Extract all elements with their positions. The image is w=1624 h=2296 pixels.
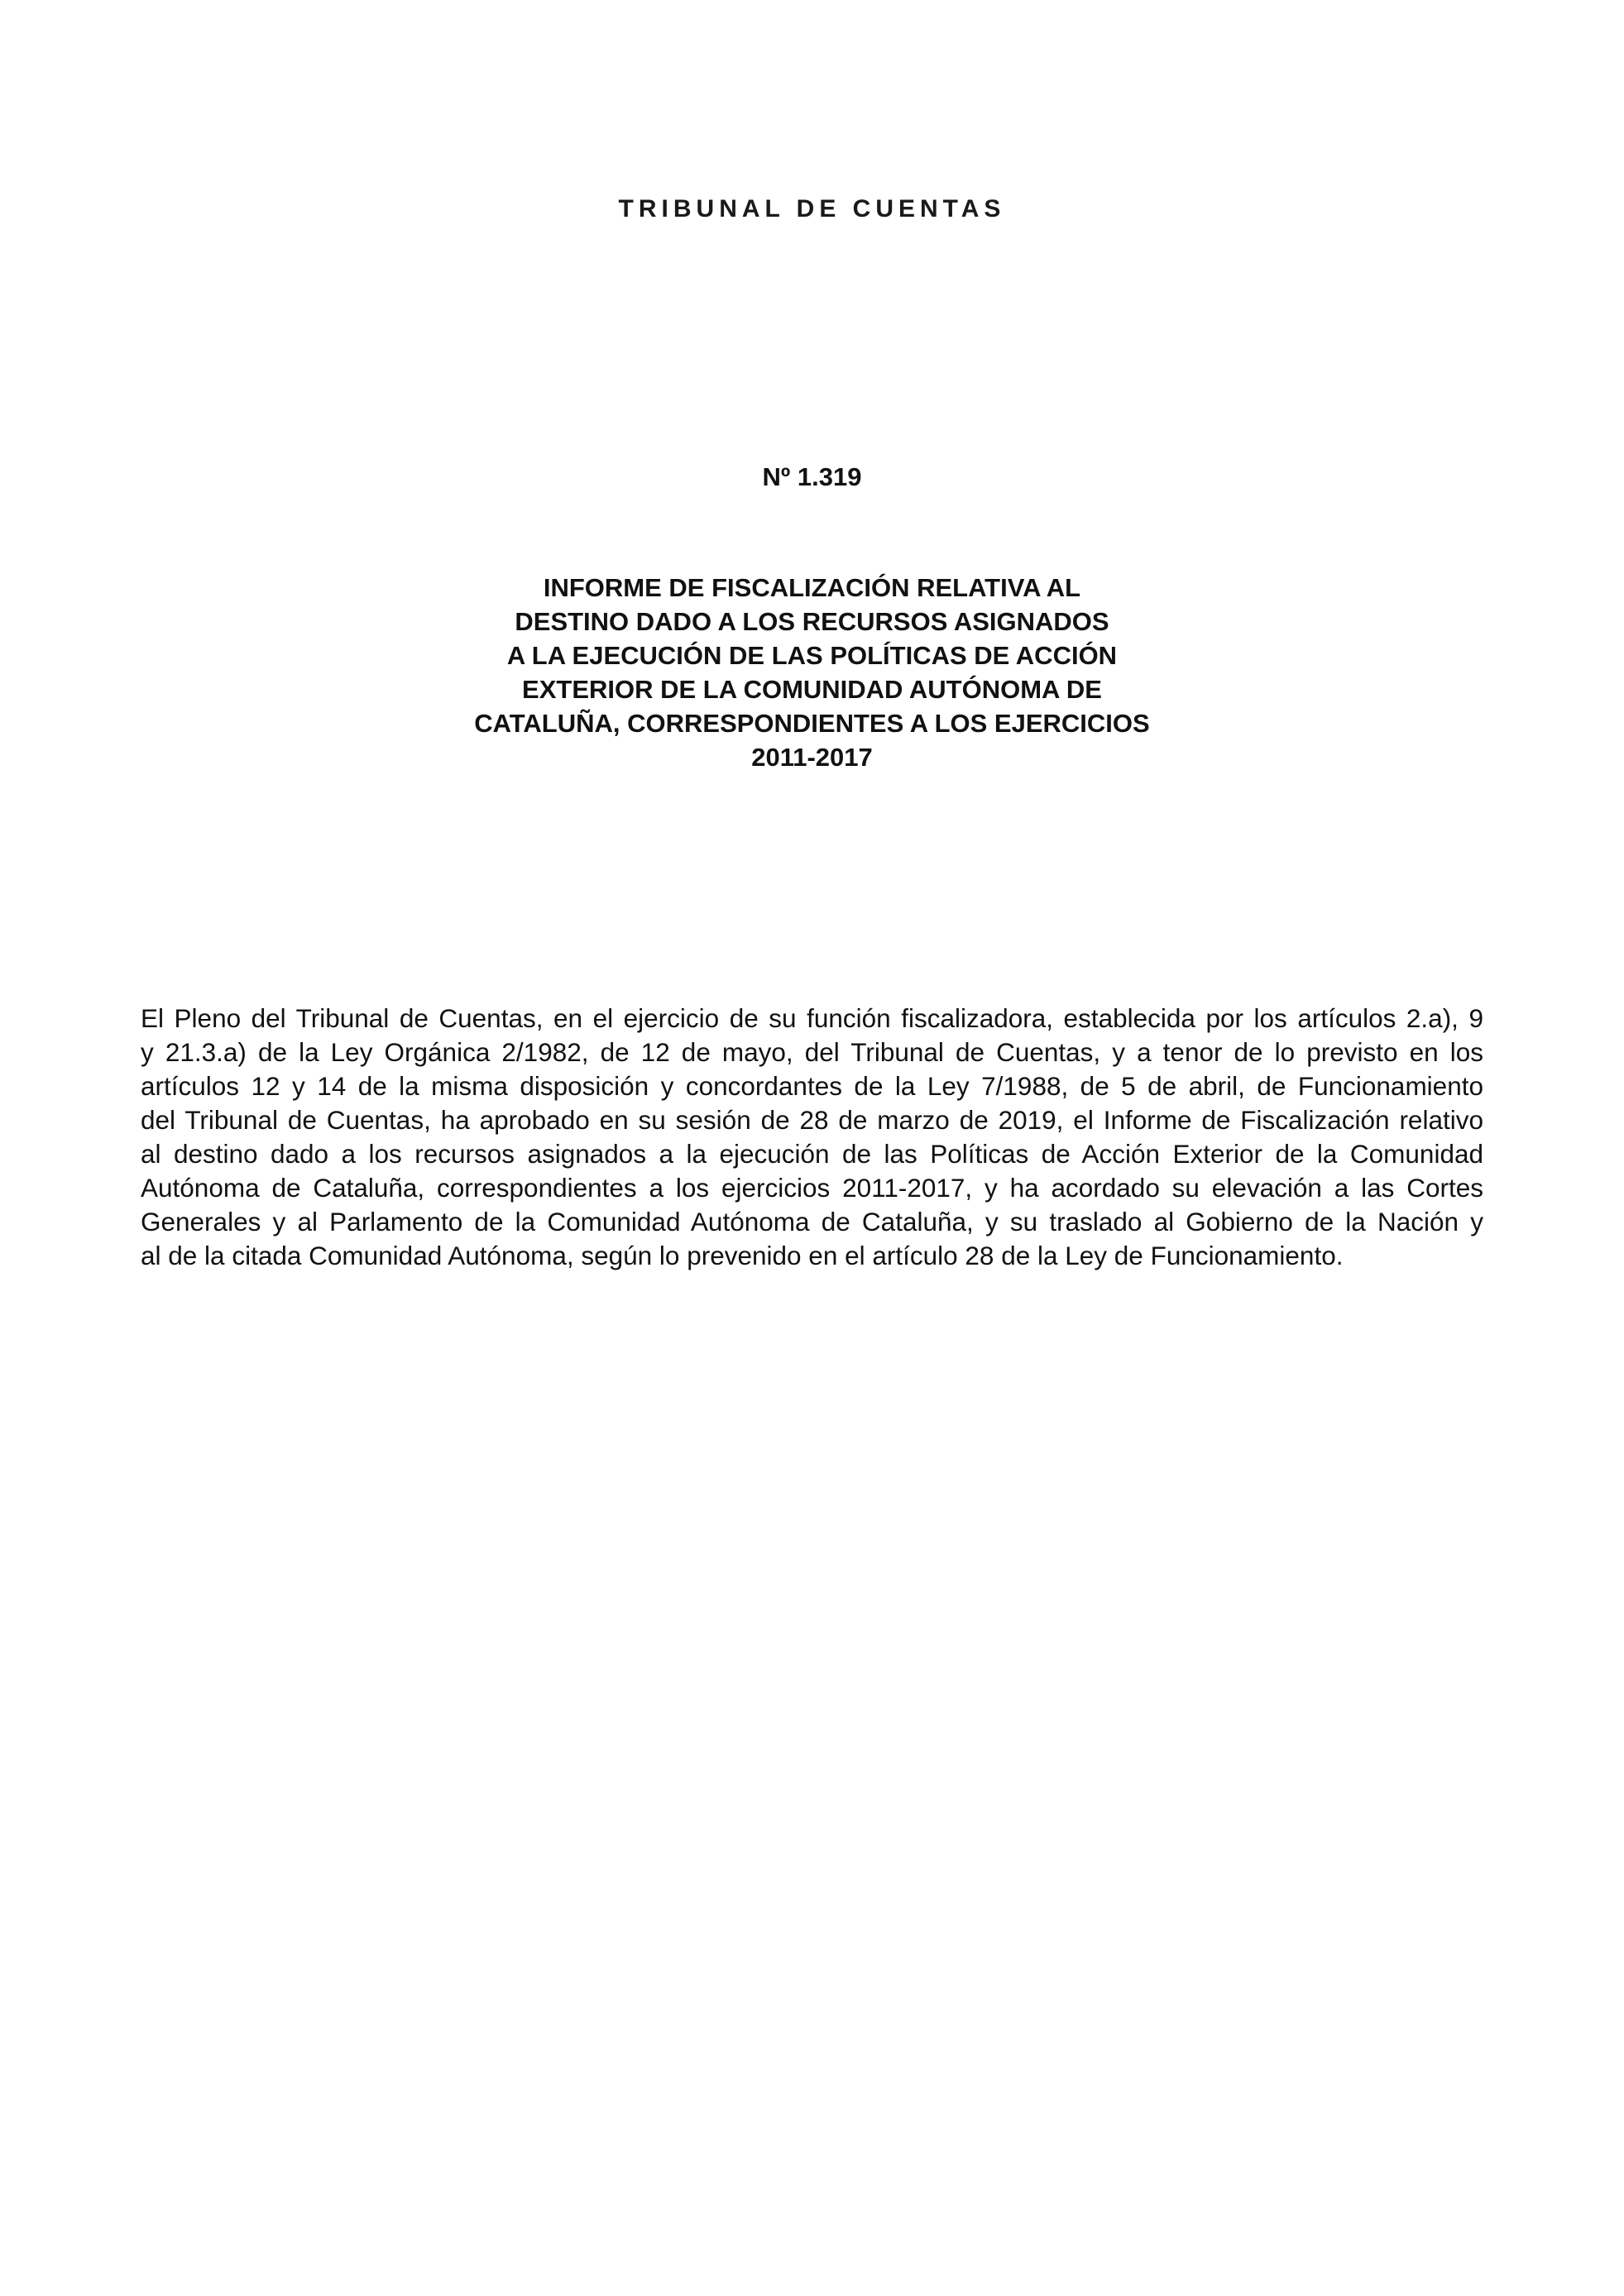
report-title: [0, 571, 1624, 774]
body-paragraph-line: al de la citada Comunidad Autónoma, según lo prevenido en el artículo 28 de la Ley de Funcionamiento.: [141, 1241, 1344, 1270]
report-title-line: EXTERIOR DE LA COMUNIDAD AUTÓNOMA DE: [522, 675, 1102, 704]
report-title-line: DESTINO DADO A LOS RECURSOS ASIGNADOS: [515, 607, 1109, 636]
body-paragraph-line: al destino dado a los recursos asignados a la ejecución de las Políticas de Acción Exterior de la Comunidad: [141, 1139, 1483, 1169]
body-paragraph-line: artículos 12 y 14 de la misma disposición y concordantes de la Ley 7/1988, de 5 de abril, de Funcionamiento: [141, 1071, 1483, 1101]
body-paragraph-line: El Pleno del Tribunal de Cuentas, en el ejercicio de su función fiscalizadora, establecida por los artículos 2.a), 9: [141, 1003, 1483, 1033]
institution-header: TRIBUNAL DE CUENTAS: [618, 195, 1006, 222]
report-title-line: CATALUÑA, CORRESPONDIENTES A LOS EJERCICIOS: [474, 709, 1150, 738]
body-paragraph-line: Autónoma de Cataluña, correspondientes a los ejercicios 2011-2017, y ha acordado su elevación a las Cortes: [141, 1173, 1483, 1203]
body-paragraph-line: Generales y al Parlamento de la Comunidad Autónoma de Cataluña, y su traslado al Gobierno de la Nación y: [141, 1207, 1483, 1236]
body-paragraph: [141, 1002, 1483, 1273]
report-title-line: INFORME DE FISCALIZACIÓN RELATIVA AL: [543, 573, 1081, 602]
report-title-line: A LA EJECUCIÓN DE LAS POLÍTICAS DE ACCIÓN: [506, 641, 1118, 670]
report-number: Nº 1.319: [762, 462, 862, 491]
report-title-line: 2011-2017: [751, 743, 873, 772]
body-paragraph-line: y 21.3.a) de la Ley Orgánica 2/1982, de 12 de mayo, del Tribunal de Cuentas, y a tenor de lo previsto en los: [141, 1037, 1483, 1067]
body-paragraph-line: del Tribunal de Cuentas, ha aprobado en su sesión de 28 de marzo de 2019, el Informe de Fiscalización relativo: [141, 1105, 1483, 1135]
